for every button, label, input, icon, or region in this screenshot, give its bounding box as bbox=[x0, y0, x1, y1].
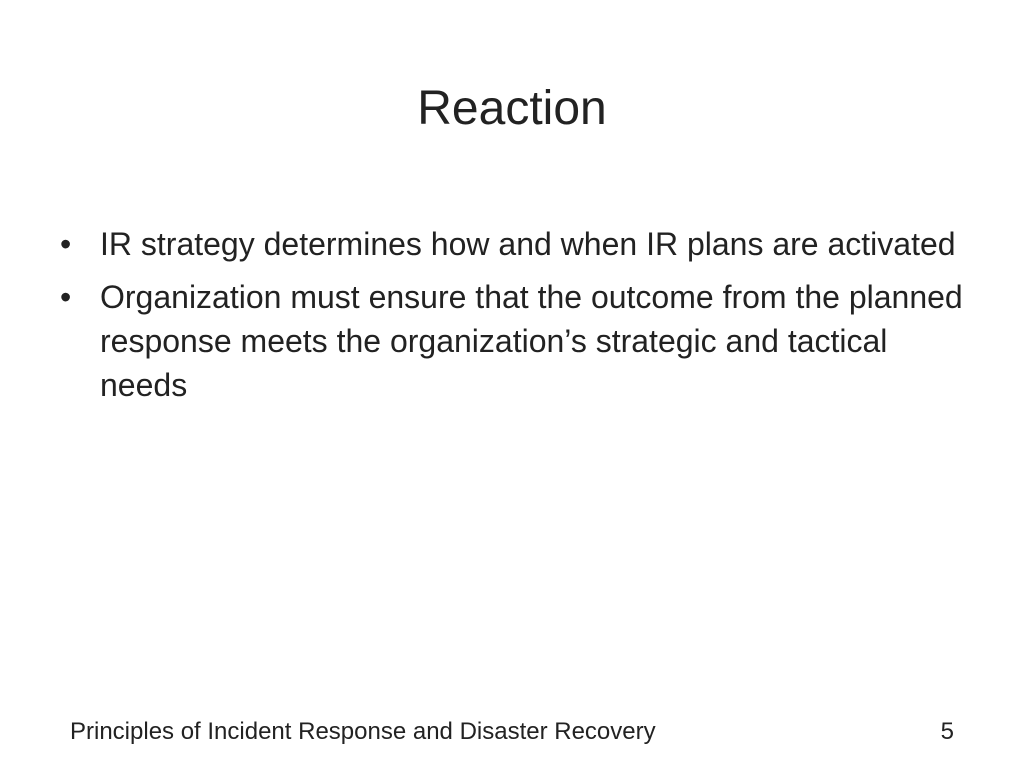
slide-title: Reaction bbox=[417, 82, 607, 135]
bullet-text: IR strategy determines how and when IR plans are activated bbox=[100, 226, 956, 262]
bullet-list bbox=[58, 222, 978, 416]
page-number: 5 bbox=[940, 718, 954, 745]
bullet-dot-icon: • bbox=[60, 226, 72, 262]
bullet-item bbox=[58, 222, 978, 266]
footer-title: Principles of Incident Response and Disaster Recovery bbox=[70, 718, 656, 745]
bullet-text: Organization must ensure that the outcome from the planned response meets the organization’s strategic and tactical needs bbox=[100, 279, 963, 403]
bullet-item bbox=[58, 275, 978, 407]
bullet-dot-icon: • bbox=[60, 279, 72, 315]
